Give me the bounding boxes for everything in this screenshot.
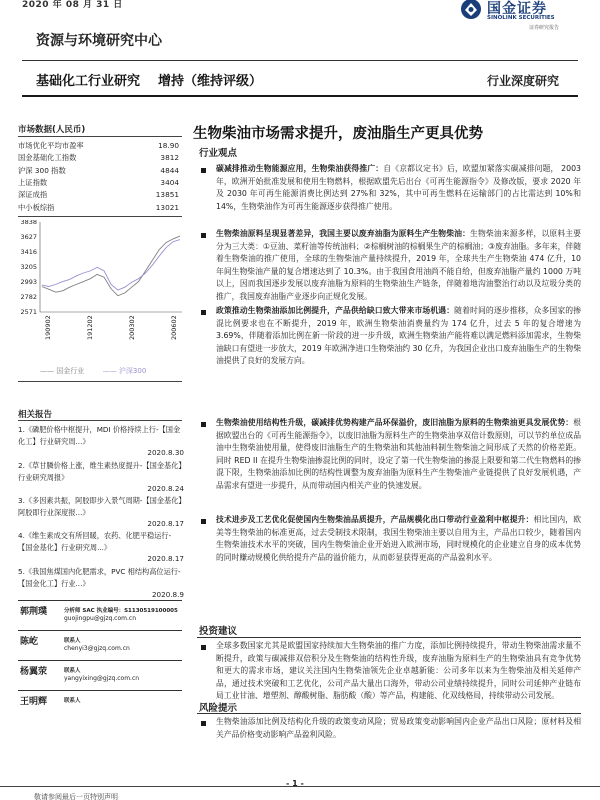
rating: 增持（维持评级） (158, 74, 263, 89)
related-report-item[interactable] (18, 424, 184, 459)
series-line-hs300 (42, 240, 180, 290)
analyst-role: 分析师 SAC 执业编号：S1130519100005 (64, 608, 178, 614)
invest-heading: 投资建议 (199, 626, 238, 637)
related-report-date: 2020.8.30 (147, 448, 184, 457)
analyst-role: 联系人 (64, 698, 81, 704)
analyst-name: 陈屹 (20, 637, 39, 647)
related-report-date: 2020.8.17 (147, 519, 184, 528)
footer-note: 敬请参阅最后一页特别声明 (34, 793, 118, 800)
logo-mark-icon (459, 0, 483, 20)
related-report-date: 2020.8.9 (151, 590, 184, 599)
logo-subtitle: 证券研究报告 (529, 25, 560, 31)
analyst-rule (18, 630, 182, 631)
paragraph-body: 生物柴油来源多样，以原料主要分为三大类：①豆油、菜籽油等传统油料；②棕榈树油的棕榈果生产的棕榈油；③废弃油脂。多年来，伴随着生物柴油的推广使用，全球的生物柴油产量持续提升，2019 年，全球共生产生物柴油 474 亿升，10 年间生物柴油产量的复合增速达到了 10.3%。由于我国食用油尚不能自给，但废弃油脂产量约 1000 万吨以上，因而我国逐步发展以废弃油脂为原料的生物柴油生产链条，伴随着地沟油整治行动以及垃圾分类的推广，我国废弃油脂产业逐步向正规化发展。 (216, 229, 582, 301)
paragraph-lead: 政策推动生物柴油添加比例提升，产品供给缺口致大带来市场机遇： (216, 306, 455, 315)
related-report-date: 2020.8.17 (147, 554, 184, 563)
market-row-value: 3812 (160, 153, 179, 163)
related-report-item[interactable] (18, 495, 184, 530)
chart-axes (40, 222, 182, 312)
view-paragraph (216, 305, 581, 368)
analyst-rule (18, 690, 182, 691)
analyst-email[interactable]: chenyi3@gjzq.com.cn (64, 645, 130, 652)
y-tick-label: 3416 (20, 247, 37, 256)
risk-rule (197, 713, 581, 714)
paragraph-body: 自《京都议定书》后，欧盟加紧落实碳减排问题， 2003 年，欧洲开始批准发展和使用生物燃料，根据欧盟先后出台《可再生能源指令》及修改版，要求 2020 年及 2030 年可再生能源消费比例达到 27%和 32%，其中可再生燃料在运输部门的占比需达到 10%和 14%，生物柴油作为可再生能源逐步获得推广使用。 (216, 164, 582, 211)
market-data-title: 市场数据(人民币) (18, 125, 86, 135)
analyst-rule (18, 660, 182, 661)
market-row (18, 190, 182, 201)
view-paragraph (216, 514, 581, 564)
analyst-rule (18, 600, 182, 601)
paragraph-bullet (201, 422, 206, 427)
paragraph-lead: 生物柴油使用结构性升级，碳减排优势构建产品环保溢价，废旧油脂为原料的生物柴油更具发展优势： (216, 418, 574, 427)
y-tick-label: 3838 (20, 220, 37, 226)
series-line-industry (42, 236, 180, 296)
market-row-label: 上证指数 (18, 177, 48, 187)
risk-heading: 风险提示 (199, 703, 238, 714)
analyst-name: 杨翼荥 (20, 667, 48, 677)
related-report-text: 5.《我国焦煤国内化肥需求，PVC 相结构高位运行-【国金化工】行业...》 (18, 567, 181, 588)
analyst-name: 郭荆璞 (20, 607, 48, 617)
related-report-item[interactable] (18, 460, 184, 495)
chart-legend (40, 366, 146, 376)
related-report-item[interactable] (18, 530, 184, 565)
legend-item-hs300: —— 沪深300 (102, 367, 147, 375)
logo-text: 国金证券 (487, 1, 547, 17)
related-report-item[interactable] (18, 566, 184, 601)
related-report-text: 1.《磷肥价格中枢提升，MDI 价格持续上行-【国金化工】行业研究周...》 (18, 425, 181, 446)
view-paragraph (216, 417, 581, 492)
analyst-email[interactable]: guojingpu@gjzq.com.cn (64, 615, 137, 622)
chart-rule (18, 381, 182, 382)
paragraph-bullet (201, 310, 206, 315)
risk-paragraph (216, 716, 581, 741)
invest-text: 全球多数国家尤其是欧盟国家持续加大生物柴油的推广力度，添加比例持续提升，带动生物柴油需求量不断提升，政策与碳减排双倍积分及生物柴油的结构性升级，废弃油脂为原料生产的生物柴油具有竞争优势和更大的需求市场，建议关注国内生物柴油领先企业卓越新能：公司多年以来为生物柴油及相关延伸产品，通过技术突破和工艺优化，公司产品大量出口海外，带动公司业绩持续提升，同时公司延伸产业链布局工业甘油、增塑剂、醇酸树脂、脂肪酸（酸）等产品，构建能、化双线格局，持续带动公司发展。 (216, 641, 581, 700)
related-report-text: 2.《草甘膦价格上涨，维生素热度提升-【国金基化】行业研究周报》 (18, 461, 182, 482)
logo (459, 0, 579, 34)
market-rule-bottom (18, 216, 182, 217)
x-tick-label: 200602 (170, 315, 178, 340)
market-row (18, 178, 182, 189)
report-type: 行业深度研究 (487, 74, 560, 88)
related-reports-title: 相关报告 (18, 410, 53, 420)
risk-bullet (201, 721, 206, 726)
market-row-label: 市场优化平均市盈率 (18, 141, 84, 150)
paragraph-bullet (201, 519, 206, 524)
analyst-role: 联系人 (64, 638, 81, 644)
header-rule-bottom (22, 95, 578, 97)
paragraph-lead: 生物柴油原料呈现显著差异，我国主要以废弃油脂为原料生产生物柴油： (216, 229, 471, 238)
x-tick-label: 200302 (128, 315, 136, 340)
y-tick-label: 2782 (20, 293, 37, 302)
view-paragraph (216, 228, 581, 303)
invest-paragraph (216, 640, 581, 703)
view-paragraph (216, 163, 581, 213)
page-number: - 1 - (286, 779, 304, 788)
market-row-value: 13851 (155, 190, 179, 200)
analyst-email[interactable]: yangyixing@gjzq.com.cn (64, 675, 140, 682)
y-tick-label: 2993 (20, 278, 37, 287)
market-row-value: 4844 (160, 165, 179, 175)
header-rule (22, 60, 578, 61)
x-tick-label: 191202 (86, 315, 94, 340)
main-title: 生物柴油市场需求提升，废油脂生产更具优势 (193, 125, 483, 142)
related-rule (18, 420, 182, 421)
y-tick-label: 2571 (20, 308, 37, 316)
risk-text: 生物柴油添加比例及结构化升级的政策变动风险；贸易政策变动影响国内企业产品出口风险；原材料及相关产品价格变动影响产品盈利风险。 (216, 717, 581, 739)
legend-item-industry: —— 国金行业 (40, 367, 85, 375)
market-row-label: 沪深 300 指数 (18, 165, 66, 175)
industry-title: 基础化工行业研究 (36, 74, 141, 89)
report-date: 2020 年 08 月 31 日 (22, 0, 123, 10)
paragraph-body: 相比国内，欧美等生物柴油的标准更高，过去受制技术限制，我国生物柴油主要以自用为主，产品出口较少，随着国内生物柴油技术水平的突破，国内生物柴油企业开始进入欧洲市场，同时规模化的企业建立自身的成本优势的同时赚动规模化供给提升产品的溢价能力，从而彰显获得更高的产品盈利水平。 (216, 515, 582, 562)
market-row-value: 3404 (160, 177, 179, 187)
invest-rule (197, 637, 581, 638)
logo-english: SINOLINK SECURITIES (487, 15, 555, 21)
paragraph-bullet (201, 233, 206, 238)
research-center: 资源与环境研究中心 (36, 33, 162, 49)
footer-rule (0, 786, 600, 787)
index-chart (16, 220, 186, 352)
paragraph-body: 随着时间的逐步推移，众多国家的掺混比例要求也在不断提升，2019 年，欧洲生物柴油消费量约为 174 亿升，过去 5 年的复合增速为 3.69%，伴随着添加比例在新一阶段的进一步升级，欧洲生物柴油产能将难以满足燃料添加需求，生物柴油缺口有望进一步放大，2019 年欧洲净进口生物柴油约 30 亿升，为我国企业出口废弃油脂生产的生物柴油提供了良好的发展方向。 (216, 306, 582, 365)
x-tick-label: 190902 (44, 315, 52, 340)
analyst-name: 王明辉 (20, 697, 48, 707)
views-heading: 行业观点 (199, 148, 238, 159)
related-report-date: 2020.8.24 (147, 484, 184, 493)
market-row-label: 国金基础化工指数 (18, 153, 77, 163)
invest-bullet (201, 645, 206, 650)
paragraph-body: 根据欧盟出台的《可再生能源指令》，以废旧油脂为原料生产的生物柴油享双倍计数原则，可以节约单位成品油中生物柴油使用量，使得废旧油脂生产的生物柴油和其他油料制生物柴油之间形成了天然的价格差距。同时 RED II 在提升生物柴油掺混比例的同时，设定了第一代生物柴油的掺混上限要和第二代生物燃料的掺混下限，生物柴油添加比例的结构性调整为废弃油脂为原料生产生物柴油产业链提供了良好发展机遇，产品需求有望进一步提升，从而带动国内相关产业的快速发展。 (216, 418, 581, 490)
market-row (18, 166, 182, 177)
y-tick-label: 3205 (20, 262, 37, 271)
paragraph-lead: 碳减排推动生物能源应用，生物柴油获得推广： (216, 164, 384, 173)
market-row-value: 13021 (155, 202, 179, 212)
analyst-role: 联系人 (64, 668, 81, 674)
market-row-label: 深证成指 (18, 190, 48, 200)
related-report-text: 4.《维生素成交有所回暖，农药、化肥平稳运行-【国金基化】行业研究周...》 (18, 531, 172, 552)
market-row (18, 153, 182, 164)
market-row-value: 18.90 (158, 141, 179, 150)
market-row (18, 141, 182, 152)
market-rule (18, 136, 182, 137)
market-row-label: 中小板综指 (18, 202, 55, 212)
market-row (18, 203, 182, 214)
paragraph-bullet (201, 168, 206, 173)
paragraph-lead: 技术进步及工艺优化促使国内生物柴油品质提升，产品规模化出口带动行业盈利中枢提升： (216, 515, 534, 524)
y-tick-label: 3627 (20, 232, 37, 241)
related-report-text: 3.《多因素共振，阿胶即步入景气周期-【国金基化】阿胶即行业深度报...》 (18, 496, 182, 517)
